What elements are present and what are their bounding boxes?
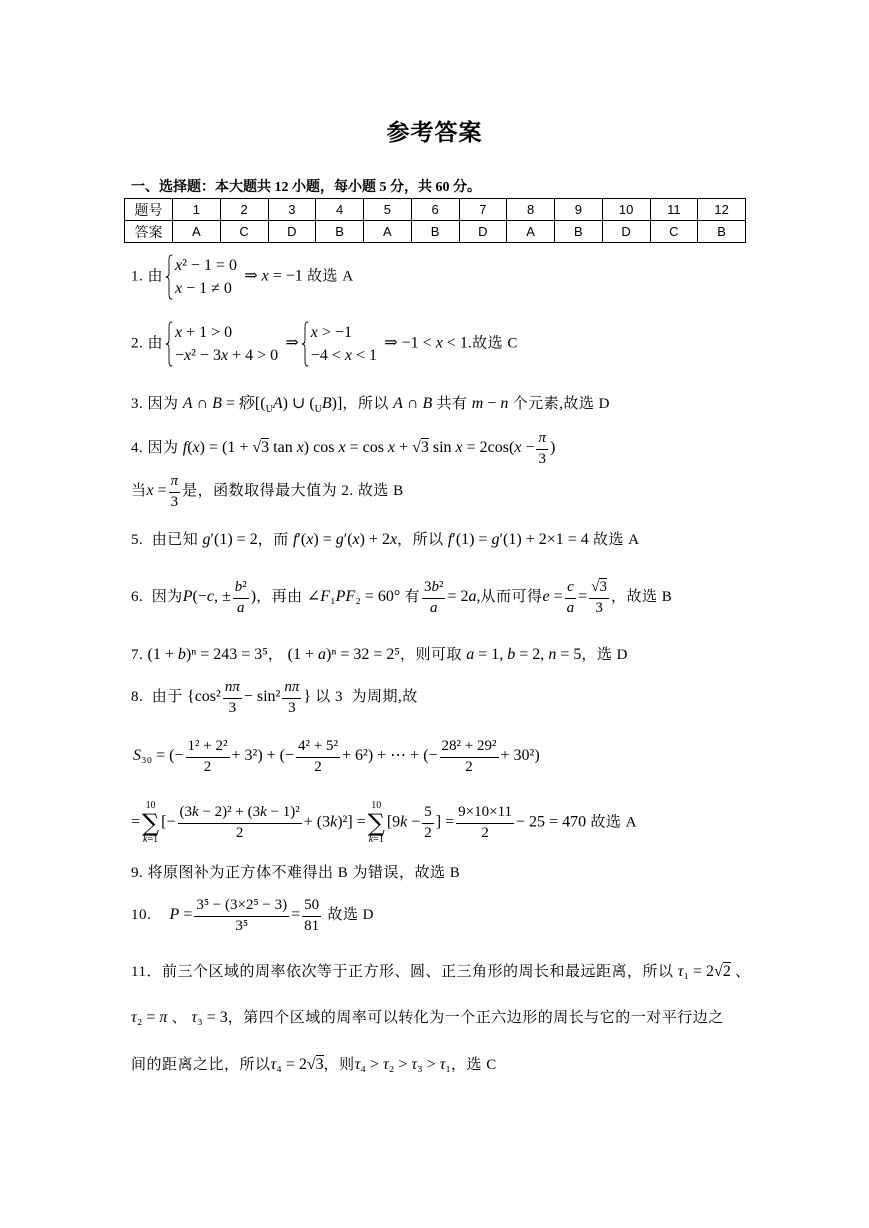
math-variable: f	[182, 439, 188, 457]
sum-expression: S₃₀ = (−	[133, 747, 184, 765]
ratio-expression: τ₁ = 2√2	[677, 962, 731, 980]
line-content	[131, 473, 404, 511]
math-variable: a	[466, 645, 475, 663]
solution-5-answer: 故选 A	[593, 531, 640, 548]
question-number-cell: 1	[173, 199, 221, 221]
solution-text: ，而	[257, 531, 289, 548]
math-variable: τ	[439, 1055, 446, 1073]
solution-5-label: 5. 由已知	[131, 531, 199, 548]
solution-text: ，则可取	[399, 646, 462, 663]
fraction-denominator: 2	[481, 824, 489, 841]
solution-text: 共有	[436, 395, 468, 412]
row-label-question: 题号	[125, 199, 173, 221]
probability-expression: P =	[169, 906, 193, 924]
fraction-denominator: 3	[538, 450, 546, 467]
math-variable: x	[455, 439, 463, 457]
fraction-numerator	[223, 679, 242, 698]
math-variable: x	[296, 439, 304, 457]
question-number-cell: 4	[316, 199, 364, 221]
answer-cell: D	[602, 221, 650, 243]
equals-sign: =	[578, 588, 588, 606]
solution-text: ，再由	[256, 589, 303, 606]
math-variable: P	[182, 588, 193, 606]
fraction	[302, 897, 321, 935]
solution-1	[131, 247, 354, 307]
fraction-denominator: 2	[203, 758, 212, 775]
fraction	[233, 579, 249, 617]
derivative-expression: f′(1) = g′(1) + 2×1 = 4	[447, 530, 589, 548]
line-content	[131, 528, 640, 549]
ratio-comparison: τ₄ > τ₂ > τ₃ > τ₁	[354, 1055, 451, 1073]
solution-1-result: ⇒ x = −1	[244, 267, 303, 285]
fraction-denominator: 2	[314, 758, 322, 775]
math-variable: x	[352, 530, 360, 548]
math-variable: π	[232, 679, 240, 696]
question-number-cell: 12	[698, 199, 746, 221]
summation	[368, 801, 385, 845]
question-number-cell: 9	[555, 199, 603, 221]
radicand: 3	[261, 439, 270, 457]
fraction	[536, 430, 548, 468]
math-variable: a	[566, 599, 575, 616]
fraction	[194, 897, 289, 935]
math-function: cos	[194, 688, 217, 706]
point-expression: P(−c, ±	[182, 588, 231, 606]
math-variable: B	[321, 394, 332, 412]
question-number-cell: 8	[507, 199, 555, 221]
question-number-cell: 10	[602, 199, 650, 221]
solution-2	[131, 314, 518, 374]
math-variable: x	[184, 347, 192, 364]
math-variable: b	[431, 579, 439, 596]
math-variable: g	[491, 530, 500, 548]
radicand: 2	[722, 962, 731, 980]
math-variable: τ	[383, 1055, 389, 1073]
solution-text: 11．前三个区域的周率依次等于正方形、圆、正三角形的周长和最远距离，所以	[131, 963, 674, 980]
solution-7-answer: ，选 D	[581, 646, 628, 663]
answer-cell: B	[555, 221, 603, 243]
set-expression: B)]	[321, 394, 343, 412]
fraction-numerator	[282, 679, 301, 698]
fraction-numerator: 9×10×11	[456, 804, 514, 823]
solution-10	[131, 886, 374, 946]
math-variable: x	[192, 439, 200, 457]
solution-3-answer: 个元素,故选 D	[512, 395, 610, 412]
line-content	[131, 1006, 724, 1027]
system-equation: −4 < x < 1	[310, 347, 377, 364]
math-function: sin	[256, 688, 276, 706]
sum-lower-limit: k=1	[143, 834, 159, 845]
fraction-numerator: 5	[422, 804, 434, 823]
fraction-denominator: 2	[465, 758, 473, 775]
system-rows	[173, 254, 237, 300]
fraction	[223, 679, 242, 717]
line-content	[131, 861, 460, 882]
solution-2-result: ⇒ −1 < x < 1	[384, 334, 468, 352]
question-number-cell: 3	[268, 199, 316, 221]
math-variable: g	[202, 530, 211, 548]
solution-7-label: 7.	[131, 646, 144, 663]
math-variable: x	[435, 334, 443, 352]
question-number-cell: 2	[220, 199, 268, 221]
count-expression: m − n	[471, 394, 509, 412]
fraction-denominator: 3	[288, 699, 296, 716]
fraction	[565, 579, 577, 617]
fraction-denominator: 3⁵	[235, 917, 249, 934]
radicand: 3	[599, 579, 607, 596]
power-expression: (1 + b)ⁿ = 243 = 3⁵	[147, 645, 268, 663]
solution-10-answer: 故选 D	[327, 907, 375, 924]
subscript: U	[314, 403, 322, 415]
solution-6	[131, 568, 672, 628]
math-variable: a	[317, 645, 326, 663]
math-variable: π	[170, 473, 179, 490]
subscript: U	[265, 403, 273, 415]
sum-upper-limit: 10	[145, 800, 156, 811]
math-variable: k	[143, 834, 148, 845]
fraction-numerator: (3k − 2)² + (3k − 1)²	[178, 804, 302, 823]
solution-6-label: 6. 因为	[131, 589, 183, 606]
section-heading: 一、选择题：本大题共 12 小题，每小题 5 分，共 60 分。	[131, 180, 481, 195]
fraction-numerator	[169, 473, 181, 492]
sum-result: − 25 = 470	[516, 813, 587, 831]
fraction	[440, 738, 499, 776]
solution-text: 有	[404, 589, 420, 606]
solution-8	[131, 668, 418, 728]
fraction-denominator	[428, 599, 440, 617]
math-variable: x	[310, 324, 318, 341]
math-variable: a	[468, 588, 477, 606]
system-equation: −x² − 3x + 4 > 0	[175, 347, 279, 364]
math-variable: x	[338, 439, 346, 457]
left-brace-icon	[165, 321, 173, 367]
power-expression: (1 + a)ⁿ = 32 = 2⁵	[287, 645, 400, 663]
fraction	[589, 579, 609, 617]
line-content	[131, 960, 751, 981]
math-variable: k	[400, 813, 408, 831]
function-expression: f(x) = (1 + √3 tan x) cos x = cos x + √3 sin x = 2cos(x −	[182, 439, 535, 457]
math-variable: f	[447, 530, 453, 548]
sum-expression: + 30²)	[500, 747, 540, 765]
system-equation: x² − 1 = 0	[175, 257, 237, 274]
line-content	[133, 738, 540, 776]
math-variable: n	[224, 679, 233, 696]
answer-cell: B	[698, 221, 746, 243]
line-content	[131, 254, 354, 300]
math-variable: b	[234, 579, 243, 596]
solution-text: 、	[171, 1009, 188, 1026]
answer-cell: A	[364, 221, 412, 243]
fraction	[186, 738, 230, 776]
math-variable: x	[175, 280, 183, 297]
fraction-numerator: 28² + 29²	[440, 738, 499, 757]
radicand: 3	[315, 1055, 324, 1073]
question-number-cell: 11	[650, 199, 698, 221]
fraction-denominator: 3	[595, 599, 603, 616]
fraction-denominator: 81	[304, 917, 320, 934]
math-variable: f	[292, 530, 298, 548]
solution-8-s30	[133, 727, 540, 787]
fraction-denominator: 3	[228, 699, 237, 716]
math-variable: x	[261, 267, 269, 285]
fraction-numerator: b²	[233, 579, 249, 598]
solution-text: ，则	[323, 1056, 355, 1073]
derivative-expression: g′(1) = 2	[202, 530, 258, 548]
solution-text: 间的距离之比，所以	[131, 1056, 271, 1073]
fraction-numerator: 1² + 2²	[186, 738, 230, 757]
derivative-expression: f′(x) = g′(x) + 2x	[292, 530, 398, 548]
fraction	[178, 804, 302, 842]
left-brace-icon	[301, 321, 309, 367]
left-brace-icon	[165, 254, 173, 300]
math-variable: n	[500, 394, 509, 412]
solution-text: 当	[131, 483, 147, 500]
row-label-answer: 答案	[125, 221, 173, 243]
math-variable: x	[146, 482, 154, 500]
system-equation: x + 1 > 0	[175, 324, 233, 341]
sequence-expression: − sin²	[243, 688, 281, 706]
equation-system	[165, 254, 237, 300]
system-equation: x > −1	[310, 324, 352, 341]
solution-1-answer: 故选 A	[307, 268, 354, 285]
sigma-symbol: ∑	[142, 809, 160, 837]
math-variable: x	[390, 530, 398, 548]
sum-expression: ] =	[435, 813, 455, 831]
question-number-row	[125, 199, 746, 221]
math-variable: S	[133, 747, 141, 765]
equation-expression: = 2a,	[447, 588, 481, 606]
math-variable: A	[182, 394, 193, 412]
sigma-symbol: ∑	[367, 809, 385, 837]
solution-8-answer: 故选 A	[590, 814, 637, 831]
math-variable: n	[548, 645, 557, 663]
math-variable: x	[387, 439, 396, 457]
math-variable: g	[335, 530, 344, 548]
closing-paren: )	[250, 588, 257, 606]
solution-9-text: 9. 将原图补为正方体不难得出 B 为错误，故选 B	[131, 864, 461, 881]
fraction-denominator	[565, 599, 577, 617]
line-content	[131, 679, 418, 717]
solution-2-answer: .故选 C	[467, 335, 518, 352]
answer-cell: D	[268, 221, 316, 243]
math-variable: τ	[411, 1055, 418, 1073]
math-variable: b	[507, 645, 516, 663]
fraction-denominator	[235, 599, 247, 617]
line-content	[131, 1053, 497, 1074]
radicand: 3	[420, 439, 429, 457]
answer-table	[124, 198, 746, 243]
solution-11-line-3	[131, 1033, 497, 1093]
math-variable: π	[538, 430, 546, 447]
question-number-cell: 5	[364, 199, 412, 221]
line-content	[131, 321, 518, 367]
sum-expression: + (3k)²] =	[303, 813, 366, 831]
math-variable: P	[169, 906, 180, 924]
question-number-cell: 7	[459, 199, 507, 221]
line-content	[131, 897, 374, 935]
math-variable: τ	[677, 962, 684, 980]
sum-expression: [9k −	[386, 813, 421, 831]
math-variable: π	[159, 1008, 168, 1026]
math-variable: A	[393, 394, 403, 412]
sum-expression: + 6²) + ⋯ + (−	[342, 747, 438, 765]
solution-10-label: 10.	[131, 907, 152, 924]
fraction-numerator: 3b²	[422, 579, 446, 598]
fraction-numerator: 4² + 5²	[296, 738, 340, 757]
solution-text: 、	[735, 963, 751, 980]
answer-cell: D	[459, 221, 507, 243]
math-variable: x	[220, 347, 229, 364]
equals-sign: =	[291, 906, 301, 924]
value-expression: x =	[146, 482, 167, 500]
system-rows	[173, 321, 278, 367]
math-variable: A	[272, 394, 283, 412]
equation-system	[165, 321, 278, 367]
fraction	[282, 679, 301, 717]
math-variable: k	[368, 834, 374, 845]
solution-text: ，所以	[342, 395, 389, 412]
ratio-expression: τ₄ = 2√3	[270, 1055, 324, 1073]
answer-cell: A	[173, 221, 221, 243]
math-variable: m	[471, 394, 484, 412]
line-content	[131, 801, 637, 845]
solution-4-label: 4. 因为	[131, 440, 179, 457]
equation-system	[301, 321, 377, 367]
math-variable: a	[429, 599, 438, 616]
value-expression: a = 1, b = 2, n = 5	[466, 645, 582, 663]
math-variable: τ	[191, 1008, 198, 1026]
math-variable: τ	[270, 1055, 277, 1073]
math-variable: x	[514, 439, 522, 457]
fraction	[456, 804, 514, 842]
solution-11-answer: ，选 C	[451, 1056, 497, 1073]
math-variable: k	[260, 804, 267, 821]
math-variable: x	[175, 257, 183, 274]
system-rows	[309, 321, 377, 367]
math-function: cos	[362, 439, 384, 457]
solution-text: 从而可得	[480, 589, 543, 606]
sum-lower-limit: k=1	[368, 834, 384, 845]
fraction	[169, 473, 181, 511]
math-variable: n	[284, 679, 292, 696]
closing-paren: )	[549, 439, 556, 457]
math-variable: a	[237, 599, 245, 616]
solution-5	[131, 508, 640, 568]
sum-upper-limit: 10	[371, 800, 382, 811]
ratio-expression: τ₃ = 3	[191, 1008, 228, 1026]
math-variable: τ	[131, 1008, 137, 1026]
math-variable: c	[567, 579, 574, 596]
fraction-numerator: √3	[589, 579, 609, 598]
eccentricity-expression: e =	[542, 588, 563, 606]
equals-sign: =	[131, 813, 141, 831]
math-variable: τ	[354, 1055, 361, 1073]
solution-2-label: 2. 由	[131, 335, 164, 352]
set-expression: A ∩ B = 痧[(	[182, 394, 266, 412]
fraction-denominator: 2	[424, 824, 432, 841]
math-variable: e	[542, 588, 550, 606]
ratio-expression: τ₂ = π	[131, 1008, 168, 1026]
math-function: cos	[487, 439, 509, 457]
sum-expression: + 3²) + (−	[231, 747, 295, 765]
math-function: sin	[432, 439, 452, 457]
math-variable: B	[422, 394, 433, 412]
math-variable: b	[177, 645, 186, 663]
line-content	[131, 643, 628, 664]
system-equation: x − 1 ≠ 0	[175, 280, 232, 297]
fraction-denominator: 2	[235, 824, 244, 841]
angle-expression: ∠F₁PF₂ = 60°	[306, 588, 401, 606]
fraction-denominator: 3	[170, 493, 179, 510]
page-title: 参考答案	[386, 120, 483, 145]
math-variable: P	[335, 588, 346, 606]
solution-text: ，所以	[397, 531, 444, 548]
sequence-expression: {cos²	[187, 688, 221, 706]
implies-arrow: ⇒	[285, 334, 299, 352]
line-content	[131, 390, 610, 415]
answer-cell: C	[220, 221, 268, 243]
solution-4-answer: 是，函数取得最大值为 2. 故选 B	[182, 483, 404, 500]
fraction-numerator	[565, 579, 576, 598]
math-variable: B	[212, 394, 222, 412]
sum-expression: [−	[161, 813, 176, 831]
question-number-cell: 6	[411, 199, 459, 221]
solution-text: ，	[267, 646, 284, 663]
math-variable: F	[320, 588, 331, 606]
math-function: tan	[273, 439, 293, 457]
answer-cell: B	[411, 221, 459, 243]
fraction	[422, 804, 434, 842]
math-variable: k	[192, 804, 199, 821]
solution-8-label: 8. 由于	[131, 689, 183, 706]
solution-6-answer: ，故选 B	[610, 589, 673, 606]
fraction-numerator: 3⁵ − (3×2⁵ − 3)	[194, 897, 289, 916]
solution-text: 以 3 为周期,故	[315, 689, 418, 706]
math-variable: x	[175, 324, 183, 341]
summation	[142, 801, 159, 845]
math-function: cos	[313, 439, 335, 457]
fraction	[422, 579, 446, 617]
math-variable: x	[306, 530, 314, 548]
fraction-numerator: 50	[302, 897, 321, 916]
fraction-numerator	[536, 430, 548, 449]
math-variable: c	[206, 588, 215, 606]
set-expression: A ∩ B	[393, 394, 433, 412]
line-content	[131, 579, 672, 617]
solution-text: ，第四个区域的周率可以转化为一个正六边形的周长与它的一对平行边之	[227, 1009, 724, 1026]
answer-row	[125, 221, 746, 243]
solution-1-label: 1. 由	[131, 268, 164, 285]
math-variable: F	[345, 588, 356, 606]
math-variable: π	[291, 679, 300, 696]
set-expression: A) ∪ (	[272, 394, 315, 412]
math-variable: k	[330, 813, 338, 831]
fraction	[296, 738, 340, 776]
answer-cell: B	[316, 221, 364, 243]
answer-cell: C	[650, 221, 698, 243]
math-variable: x	[344, 347, 352, 364]
closing-brace: }	[303, 688, 312, 706]
answer-cell: A	[507, 221, 555, 243]
solution-3-label: 3. 因为	[131, 395, 179, 412]
